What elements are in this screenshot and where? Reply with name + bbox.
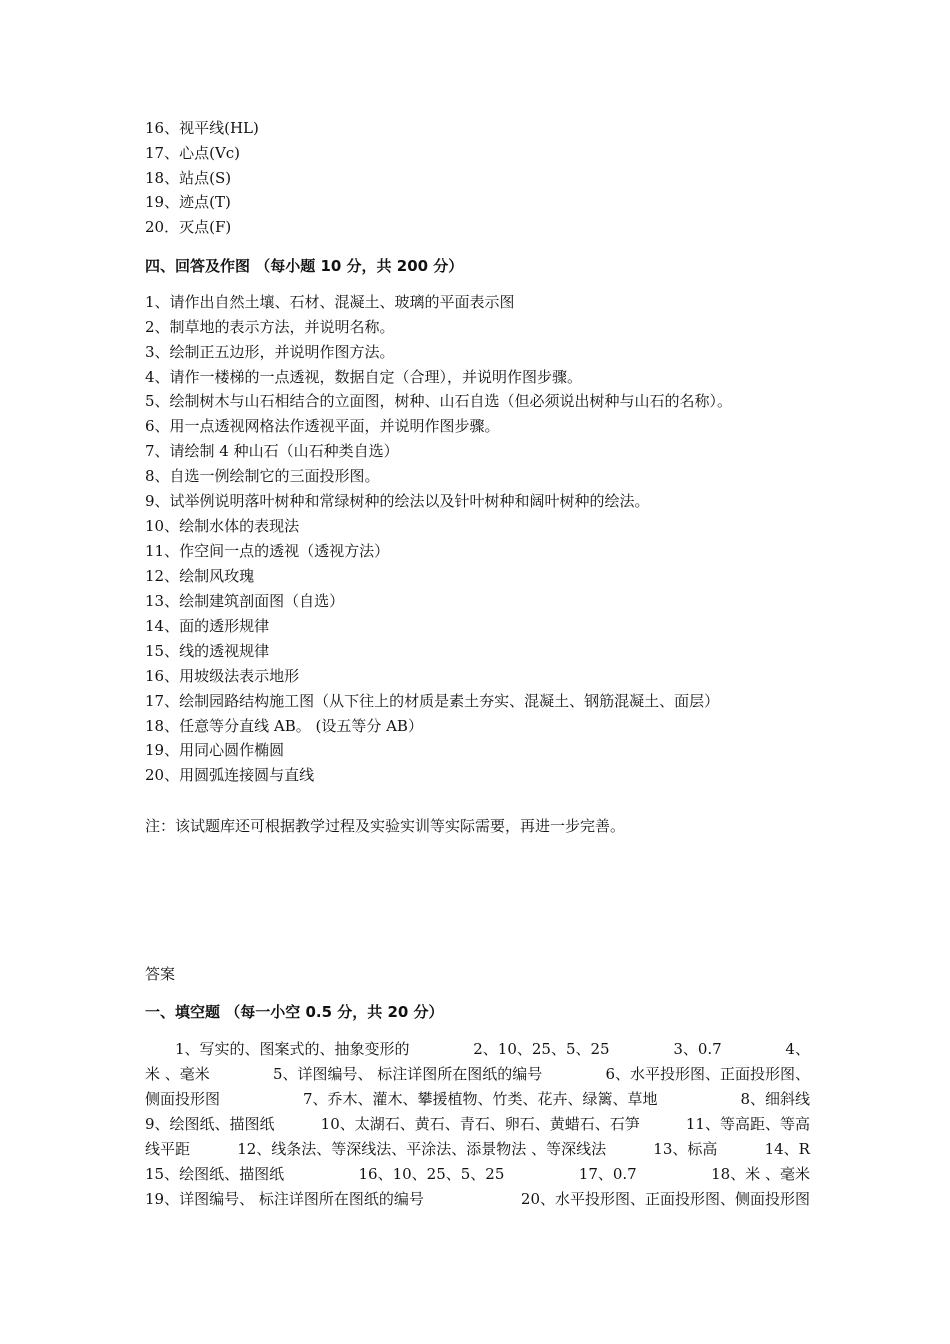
question-item: 10、绘制水体的表现法 [145,517,300,535]
answer-segment: 7、乔木、灌木、攀援植物、竹类、花卉、绿篱、草地 [302,1090,658,1108]
answer-line [145,1087,810,1112]
answer-segment: 12、线条法、等深线法、平涂法、添景物法 、等深线法 [237,1140,607,1158]
term-line: 20．灭点(F) [145,218,232,236]
answer-segment: 14、R [764,1140,810,1158]
question-item: 20、用圆弧连接圆与直线 [145,766,315,784]
answer-segment: 米 、毫米 [145,1065,210,1083]
answer-segment: 2、10、25、5、25 [473,1040,610,1058]
answer-segment: 6、水平投形图、正面投形图、 [605,1065,810,1083]
question-item: 19、用同心圆作椭圆 [145,741,285,759]
question-item: 12、绘制风玫瑰 [145,567,255,585]
answer-segment: 4、 [785,1040,810,1058]
term-line: 19、迹点(T) [145,193,231,211]
answer-line [145,1062,810,1087]
answer-segment: 18、米 、毫米 [711,1165,810,1183]
question-item: 3、绘制正五边形，并说明作图方法。 [145,343,395,361]
question-item: 16、用坡级法表示地形 [145,667,300,685]
note-text: 注：该试题库还可根据教学过程及实验实训等实际需要，再进一步完善。 [145,817,626,835]
question-item: 2、制草地的表示方法，并说明名称。 [145,318,395,336]
question-item: 13、绘制建筑剖面图（自选） [145,592,345,610]
answer-line [145,1162,810,1187]
answer-segment: 10、太湖石、黄石、青石、卵石、黄蜡石、石笋 [320,1115,640,1133]
question-item: 5、绘制树木与山石相结合的立面图，树种、山石自选（但必须说出树种与山石的名称）。 [145,392,733,410]
question-item: 15、线的透视规律 [145,642,270,660]
answer-segment: 20、水平投形图、正面投形图、侧面投形图 [520,1190,810,1208]
question-item: 7、请绘制 4 种山石（山石种类自选） [145,442,399,460]
answer-line [145,1112,810,1137]
answer-segment: 5、详图编号、 标注详图所在图纸的编号 [272,1065,543,1083]
answer-segment: 13、标高 [653,1140,718,1158]
question-item: 14、面的透形规律 [145,617,270,635]
term-line: 18、站点(S) [145,169,232,187]
question-item: 17、绘制园路结构施工图（从下往上的材质是素土夯实、混凝土、钢筋混凝土、面层） [145,692,720,710]
answer-segment: 16、10、25、5、25 [358,1165,505,1183]
answers-paragraph [145,1037,810,1212]
question-item: 1、请作出自然土壤、石材、混凝土、玻璃的平面表示图 [145,293,515,311]
answers-section-heading: 一、填空题 （每一小空 0.5 分，共 20 分） [145,1003,444,1021]
answer-segment: 8、细斜线 [740,1090,810,1108]
question-item: 11、作空间一点的透视（透视方法） [145,542,390,560]
answer-line [145,1037,810,1062]
term-line: 17、心点(Vc) [145,144,241,162]
answer-segment: 11、等高距、等高 [685,1115,810,1133]
answer-line [145,1187,810,1212]
answer-segment: 3、0.7 [673,1040,722,1058]
answer-segment: 1、写实的、图案式的、抽象变形的 [145,1040,410,1058]
answer-line [145,1137,810,1162]
answer-segment: 15、绘图纸、描图纸 [145,1165,285,1183]
question-item: 8、自选一例绘制它的三面投形图。 [145,467,380,485]
term-line: 16、视平线(HL) [145,119,259,137]
answer-segment: 9、绘图纸、描图纸 [145,1115,275,1133]
answer-segment: 19、详图编号、 标注详图所在图纸的编号 [145,1190,424,1208]
answer-segment: 侧面投形图 [145,1090,221,1108]
answer-segment: 线平距 [145,1140,191,1158]
question-item: 18、任意等分直线 AB。 (设五等分 AB） [145,717,423,735]
answer-segment: 17、0.7 [578,1165,637,1183]
question-item: 4、请作一楼梯的一点透视，数据自定（合理），并说明作图步骤。 [145,368,583,386]
question-item: 6、用一点透视网格法作透视平面，并说明作图步骤。 [145,417,500,435]
question-item: 9、试举例说明落叶树种和常绿树种的绘法以及针叶树种和阔叶树种的绘法。 [145,492,650,510]
answers-label: 答案 [145,965,176,983]
section-heading: 四、回答及作图 （每小题 10 分，共 200 分） [145,257,464,275]
